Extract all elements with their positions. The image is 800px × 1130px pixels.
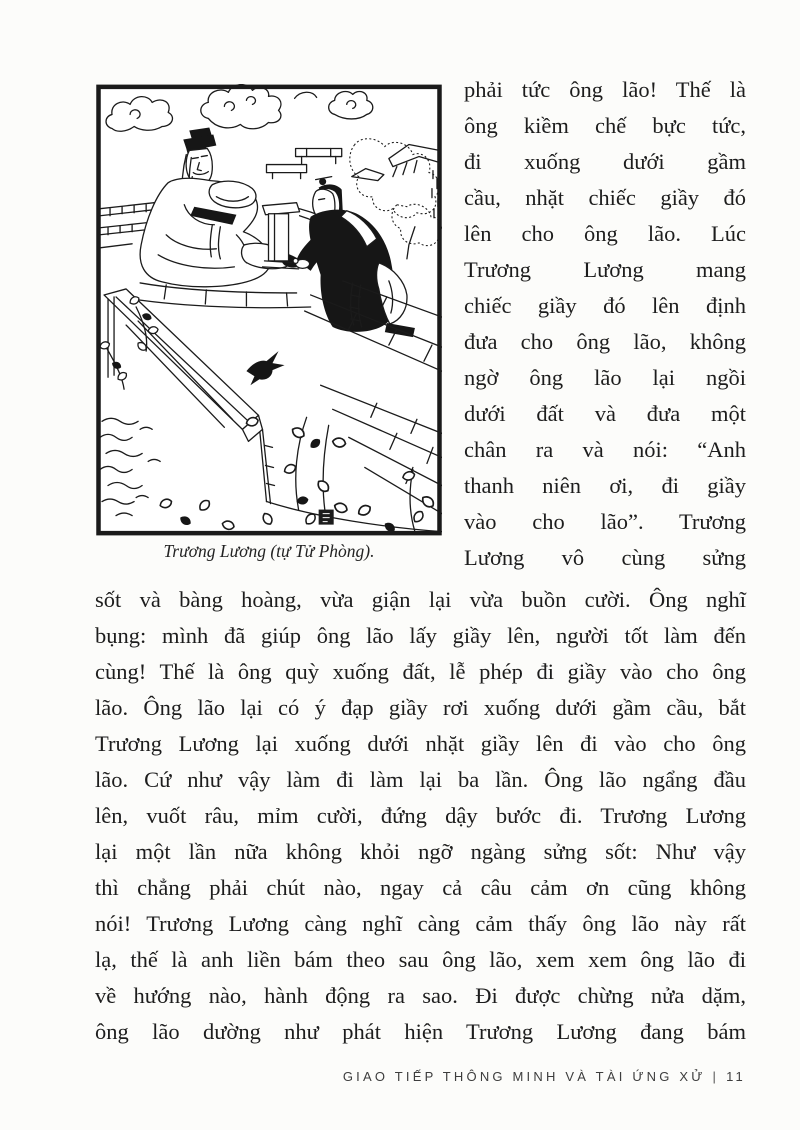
text-line: lão. Cứ như vậy làm đi làm lại ba lần. Ông lão ngẩng đầu <box>95 767 746 792</box>
text-line: thanh niên ơi, đi giầy <box>464 473 746 498</box>
text-line: phải tức ông lão! Thế là <box>464 77 746 102</box>
text-line: ông kiềm chế bực tức, <box>464 113 746 138</box>
text-line: lại một lần nữa không khỏi ngỡ ngàng sửng sốt: Như vậy <box>95 839 746 864</box>
text-line: Lương vô cùng sửng <box>464 545 746 570</box>
text-line: về hướng nào, hành động ra sao. Đi được chừng nửa dặm, <box>95 983 746 1008</box>
text-line: cầu, nhặt chiếc giầy đó <box>464 185 746 210</box>
text-column-right <box>464 72 746 576</box>
body-text <box>95 582 746 1050</box>
text-line: chân ra và nói: “Anh <box>464 437 746 462</box>
text-line: chiếc giầy đó lên định <box>464 293 746 318</box>
illustration-caption: Trương Lương (tự Tử Phòng). <box>163 541 375 561</box>
text-line: lên cho ông lão. Lúc <box>464 221 746 246</box>
text-line: lão. Ông lão lại có ý đạp giầy rơi xuống dưới gầm cầu, bắt <box>95 695 746 720</box>
text-line: lên, vuốt râu, mỉm cười, đứng dậy bước đi. Trương Lương <box>95 803 746 828</box>
artist-seal <box>319 510 334 525</box>
text-line: cùng! Thế là ông quỳ xuống đất, lễ phép đi giầy vào cho ông <box>95 659 746 684</box>
text-line: thì chẳng phải chút nào, ngay cả câu cảm ơn cũng không <box>95 875 746 900</box>
footer-book-title: GIAO TIẾP THÔNG MINH VÀ TÀI ỨNG XỬ <box>342 1069 706 1084</box>
text-line: ngờ ông lão lại ngồi <box>464 365 746 390</box>
page-number: 11 <box>726 1069 746 1084</box>
woodcut-illustration <box>96 84 442 536</box>
text-line: dưới đất và đưa một <box>464 401 746 426</box>
text-line: đưa cho ông lão, không <box>464 329 746 354</box>
text-line: bụng: mình đã giúp ông lão lấy giầy lên, người tốt làm đến <box>95 623 746 648</box>
text-line: lạ, thế là anh liền bám theo sau ông lão, xem xem ông lão đi <box>95 947 746 972</box>
text-line: ông lão dường như phát hiện Trương Lương đang bám <box>95 1019 746 1044</box>
text-line: nói! Trương Lương càng nghĩ càng cảm thấy ông lão này rất <box>95 911 746 936</box>
text-line: Trương Lương lại xuống dưới nhặt giầy lên đi vào cho ông <box>95 731 746 756</box>
footer-separator: | <box>712 1069 720 1084</box>
text-line: vào cho lão”. Trương <box>464 509 746 534</box>
text-line: sốt và bàng hoàng, vừa giận lại vừa buồn cười. Ông nghĩ <box>95 587 746 612</box>
page-footer <box>95 1069 746 1084</box>
text-line: Trương Lương mang <box>464 257 746 282</box>
text-line: đi xuống dưới gầm <box>464 149 746 174</box>
